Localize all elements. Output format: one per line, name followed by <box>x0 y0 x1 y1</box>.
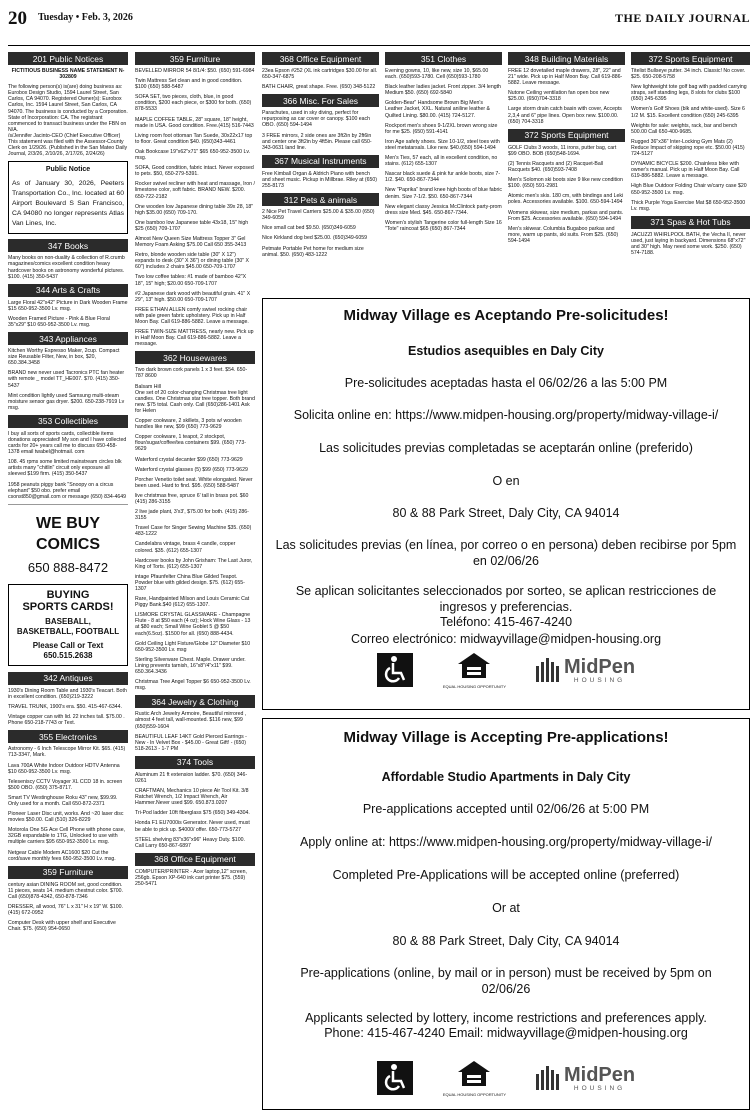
ad-line: O en <box>492 474 520 488</box>
classified-ad: Men's skiwear. Columbia Bugaboo parkas and more, warm up pants, ski suits. From $25. (650) 594-1494 <box>508 225 619 244</box>
ad-list <box>508 145 625 244</box>
classified-ad: Honda F1 EU7000is Generator. Never used, must be able to pick up. $4000/ offer. 650-773-5727 <box>135 820 250 833</box>
classified-ad: Large Floral 42"x42" Picture in Dark Wooden Frame $15 650-952-3500 Lv. msg. <box>8 299 128 312</box>
classified-ad: BATH CHAIR, great shape. Free. (650) 348-5122 <box>262 84 376 91</box>
classified-ad: Women's Golf Shoes (blk and white-used). Size 6 1/2 M. $15. Excellent condition (650) 245-6395 <box>631 106 745 119</box>
ad-line: Pre-solicitudes aceptadas hasta el 06/02/26 a las 5:00 PM <box>344 376 668 390</box>
ad-line: Applicants selected by lottery, income restrictions and preferences apply. <box>305 1011 707 1025</box>
ad-list <box>8 300 128 328</box>
buying-sports-cards-ad <box>8 584 128 666</box>
section-header: 362 Housewares <box>135 351 255 364</box>
classified-ad: Rockport men's shoes 9-1/2XL brown wrong size for me $25. (650) 591-4141 <box>385 122 498 135</box>
ad-headline: WE BUY <box>36 514 100 532</box>
classified-ad: Smart TV Westinghouse Roku 43" new, $99.99. Only used for a month. Call 650-872-2371 <box>8 794 118 807</box>
classified-ad: JACUZZI WHIRLPOOL BATH, the Vecha II, never used, just laying in backyard. Dimensions 68"x72" and 30" high. May need some work. $250. (650) 574-7188. <box>631 231 746 257</box>
classified-ad: GOLF Clubs 3 woods, 11 irons, putter bag, cart $99 OBO. BOB (650)548-1694. <box>508 144 617 157</box>
classified-ad: Evening gowns, 10, like new, size 10, $65.00 each. (650)593-1780. Cell (650)593-1780 <box>385 68 489 81</box>
ad-list <box>262 68 379 90</box>
classified-ad: Rare, Handpainted Milson and Louis Ceramic Cat Piggy Bank.$40 (612) 655-1307. <box>135 596 250 609</box>
classified-ad: Atomic men's skis. 180 cm, with bindings and Leki poles. Accessories available. $100. 650-594-1494 <box>508 193 624 206</box>
spanish-housing-ad <box>262 298 750 710</box>
ad-logos <box>263 651 749 689</box>
classified-ad: SOFA, Good condition, fabric intact. Never exposed to pets. $50, 650-279-5391. <box>135 165 254 178</box>
classified-ad: Copper cookware, 2 skillets, 3 pots w/ wooden handles like new, $99 (650) 773-9629 <box>135 418 242 431</box>
column-2 <box>135 50 255 1110</box>
classified-ad: New elegant classy Jessica McClintock party-prom dress size Med. $45. 650-867-7344. <box>385 203 502 216</box>
ad-list <box>631 232 750 256</box>
section-header: 342 Antiques <box>8 672 128 685</box>
classified-ad: Weights for sale: weights, rack, bar and bench 500.00 Call 650-400-9685. <box>631 122 738 135</box>
section-header: 367 Musical Instruments <box>262 155 379 168</box>
classified-ad: Titelist Bullseye putter. 34 inch. Classic! No cover. $25. 650-208-5758 <box>631 68 746 81</box>
classified-ad: Aluminum 21 ft extension ladder. $70. (650) 346-0261 <box>135 771 248 784</box>
classified-ad: Living room foot ottoman Tan Suede, 30x22x17 top to floor. Great condition $40. (650)343-4461 <box>135 132 253 145</box>
ad-address: 80 & 88 Park Street, Daly City, CA 94014 <box>392 506 620 520</box>
classified-ad: intage Pfaunfelter China Blue Gilded Teapot. Powder blue with gilded design. $75. (612) 655-1307 <box>135 573 245 592</box>
classified-ad: live christmas free, spruce 6' tall in brass pot. $60 (415) 286-3155 <box>135 492 249 505</box>
column-6 <box>631 50 750 292</box>
ad-line: Completed Pre-Applications will be accepted online (preferred) <box>332 868 680 882</box>
classified-ad: Iron Age safety shoes. Size 10-1/2, steel toes with steel metatarsals. Like new. $40.(650) 594-1494 <box>385 138 500 151</box>
classified-ad: Nutone Ceiling ventilation fan open box new $25.00. (650)704-3318 <box>508 90 610 103</box>
midpen-house-icon <box>536 1066 560 1090</box>
classified-ad: BEVELLED MIRROR 54 8/1/4: $50. (650) 591-6984 <box>135 68 255 74</box>
ad-list <box>262 209 379 258</box>
ad-list <box>135 711 255 752</box>
classified-ad: DYNAMIC BICYCLE $200. Chainless bike with owner's manual. Pick up in Half Moon Bay. Call 619-886-5882. Leave a message. <box>631 161 740 180</box>
classified-ad: 23ea Epson #252 (XL ink cartridges $30.00 for all. 650-347-6875 <box>262 68 378 81</box>
section-header: 344 Arts & Crafts <box>8 284 128 297</box>
classified-ad: One bamboo low Japanese table 43x18, 15" high $25 (650) 709-1707 <box>135 219 249 232</box>
classified-ad: Many books on non-duality & collection of R.crumb magazines/comics excellent condition heavy hardcover books on astronomy wonderful pictures. $100. (415) 350-5437 <box>8 255 125 280</box>
classified-ad: Rocker swivel recliner with heat and massage, Iron / limestone color, soft fabric. BRAND NEW. $200. 650-722-2182 <box>135 181 255 200</box>
section-header: 348 Building Materials <box>508 52 625 65</box>
ad-phone: Teléfono: 415-467-4240 <box>439 615 573 629</box>
section-header: 343 Appliances <box>8 332 128 345</box>
ad-phone: 650.515.2638 <box>43 650 93 660</box>
classified-ad: Almost New Queen Size Mattress Topper 3" Gel Memory Foam Asking $75.00 Call 650 355-3413 <box>135 235 247 249</box>
notice-title: FICTITIOUS BUSINESS NAME STATEMENT N-302809 <box>11 68 125 81</box>
section-header: 364 Jewelry & Clothing <box>135 695 255 708</box>
classified-ad: (2) Tennis Racquets and (2) Racquet-Ball Racquets $40. (650)593-7408 <box>508 160 604 174</box>
column-3 <box>262 50 379 292</box>
paper-name: THE DAILY JOURNAL <box>615 11 750 25</box>
brand-name: MidPen <box>564 1063 636 1086</box>
ad-list <box>262 110 379 151</box>
ad-list <box>631 68 750 212</box>
classified-ad: New lightweight tote golf bag with padded carrying straps, self standing legs, 8 slots for clubs $100 (650) 245-6395 <box>631 84 747 103</box>
section-header: 312 Pets & animals <box>262 193 379 206</box>
ad-call: Please Call or Text <box>32 640 104 650</box>
ad-title: Midway Village es Aceptando Pre-solicitudes! <box>343 307 669 324</box>
classified-ad: FREE 12 dovetailed maple drawers, 28", 22" and 21" wide. Pick up in Half Moon Bay. Call 619-886-5882. Leave message. <box>508 68 623 87</box>
brand-sub: HOUSING <box>573 1084 626 1092</box>
classified-ad: Golden-Bear" Handsome Brown Big Men's Leather Jacket, XXL. Natural aniline leather & Quilted Lining. $80.00. (415) 724-5127. <box>385 100 490 119</box>
classified-ad: Two dark brown cork panels 1 x 3 feet. $54. 650-787 8600 <box>135 367 248 380</box>
classified-ad: Nice small cat bed $9.50. (650)349-6059 <box>262 225 356 232</box>
section-header: 374 Tools <box>135 756 255 769</box>
classified-ad: #2 Japanese dark wood with beautiful grain. 41" X 29", 13" high. $50.00 650-709-1707 <box>135 290 251 303</box>
ad-list <box>262 171 379 189</box>
classified-ad: Travel Case for Singer Sewing Machine $35. (650) 483-1222 <box>135 525 252 538</box>
notice-body: The following person(s) is(are) doing business as: Eurobox Design Studio, 1594 Laurel Street, San Carlos, CA 94070. Registered Owner(s): Eurobox Carlos, Inc. 1594 Laurel Street, San Carlos, CA 94070. The business is conducted by a Corporation. State of Incorporation: CA. The registrant commenced to transact business under the FBN on N/A. /s/Jennifer Jacinto-CEO (Chief Executive Officer) This statement was filed with the Assessor-County Clerk on 1/29/26. (Published in the San Mateo Daily Journal, 2/3/26, 2/10/26, 2/17/26, 2/24/26) <box>8 84 128 158</box>
classified-ad: Gold Ceiling Light Fixture/Globe 12" Diameter $10 650-952-3500 Lv. msg <box>135 640 251 653</box>
ad-list <box>135 68 255 347</box>
equal-housing-logo <box>443 1059 506 1097</box>
ad-headline: SPORTS CARDS! <box>22 600 114 613</box>
ad-headline: COMICS <box>36 535 100 553</box>
classified-ad: BRAND new never used Tacronics PTC fan heater with remote _ model TT_HE007. $70. (415) 350-5437 <box>8 370 125 389</box>
classified-ad: BEAUTIFUL LEAF 14KT Gold Pierced Earrings - New - In Velvet Box - $45.00 - Great Gift! - (650) 518-2613 - 1-7 PM <box>135 733 247 752</box>
section-header: 368 Office Equipment <box>262 52 379 65</box>
classified-ad: Hardcover books by John Grisham: The Last Juror, King of Torts. (612) 655-1307 <box>135 557 253 570</box>
equal-housing-text: EQUAL HOUSING OPPORTUNITY <box>442 1092 506 1097</box>
ad-list <box>8 431 128 500</box>
classified-ad: Tri-Pod ladder 10ft fiberglass $75 (650) 349-4304. <box>135 810 250 817</box>
equal-housing-text: EQUAL HOUSING OPPORTUNITY <box>442 684 506 689</box>
classified-ad: Parachutes, used in sky diving, perfect for repurposing as car cover or canopy. $100 each OBO. (650) 594-1494 <box>262 110 371 129</box>
classified-ad: Mint condition lightly used Samsung multi-steam moisture sensor gas dryer. $200. 650-238-7919 Lv msg. <box>8 392 125 411</box>
classified-ad: COMPUTER/PRINTER - Acer laptop,12" screen, 256gb. Epson XP-640 ink cart printer $75. (559) 250-5471 <box>135 868 247 887</box>
classified-ad: 2 Nice Pet Travel Carriers $25.00 & $35.00 (650) 349-6059 <box>262 209 375 222</box>
classified-ad: Two low coffee tables: #1 made of bamboo 42"X 18", 15" high; $20.00 650-709-1707 <box>135 274 247 287</box>
classified-ad: Motorola One 5G Ace Cell Phone with phone case, 32GB expandable to 1TG, Unlocked to use with multiple carriers $95 650-952-3500 Lv. msg. <box>8 827 126 846</box>
ad-phone: 650 888-8472 <box>27 559 109 575</box>
page-header <box>8 4 750 46</box>
wheelchair-accessible-icon <box>377 1061 413 1095</box>
section-header: 366 Misc. For Sales <box>262 94 379 107</box>
page-number: 20 <box>8 8 27 29</box>
classified-ad: Black leather ladies jacket. Front zipper. 3/4 length Medium $50. (650) 692-5840 <box>385 84 501 97</box>
classified-ad: Large storm drain catch basin with cover, Accepts 2,3,4 and 6" pipe lines. Open box new. $100.00. (650) 704-3318 <box>508 106 622 125</box>
ad-link: Solicita online en: https://www.midpen-housing.org/property/midway-village-i/ <box>293 408 719 422</box>
column-5 <box>508 50 625 292</box>
classified-ad: 3 FREE mirrors, 2 side ones are 3ft2in by 2ft6in and center one 3ft2in by 4ft5in. Please call 650-343-0631 land line. <box>262 132 372 151</box>
section-header: 355 Electronics <box>8 730 128 743</box>
section-header: 372 Sports Equipment <box>631 52 750 65</box>
ad-sports: BASEBALL, <box>45 616 91 626</box>
equal-housing-icon <box>456 651 492 679</box>
ad-list <box>8 255 128 279</box>
ad-line: Las solicitudes previas completadas se aceptarán online (preferido) <box>319 441 693 455</box>
classified-ad: DRESSER, all wood, 76" L x 31" H x 19" W. $100. (415) 672-0952 <box>8 904 123 917</box>
classified-ad: SOFA SET, two pieces, cloth, blue, in good condition, $200 each piece, or $300 for both. (650) 878-5533 <box>135 94 252 113</box>
classified-ad: Wooden Framed Picture - Pink & Blue Floral 35"x29" $10 650-952-3500 Lv. msg. <box>8 315 110 328</box>
classified-ad: Nascar black suede & pink fur ankle boots, size 7-1/2. $40. 650-867-7344 <box>385 171 501 184</box>
brand-name: MidPen <box>564 655 636 678</box>
ad-list <box>135 772 255 849</box>
we-buy-comics-ad <box>8 508 128 581</box>
classified-ad: Computer Desk with upper shelf and Executive Chair. $75. (650) 954-0650 <box>8 920 116 933</box>
classified-ad: Free Kimball Organ & Aldrich Piano with bench and sheet music. Pickup in Millbrae. Riley at (650) 255-8173 <box>262 170 378 190</box>
classified-ad: Men's Solomon ski boots size 9 like new condition $100. (650) 591-2981 <box>508 177 623 190</box>
classified-ad: I buy all sorts of sports cards, collectible items donations appreciated! My son and I have collected cards for 20+ years call me to discuss 650-458-1378 email twabel@hotmail. com <box>8 430 127 456</box>
equal-housing-logo <box>443 651 506 689</box>
section-header: 351 Clothes <box>385 52 502 65</box>
ad-list <box>508 68 625 125</box>
section-header: 372 Sports Equipment <box>508 129 625 142</box>
section-header: 371 Spas & Hot Tubs <box>631 216 750 229</box>
column-1 <box>8 50 128 1110</box>
ad-line: Las solicitudes previas (en línea, por correo o en persona) deben recibirse por 5pm en 02/06/26 <box>275 538 737 568</box>
ad-subtitle: Affordable Studio Apartments in Daly City <box>381 770 631 784</box>
classified-ad: Waterford crystal decanter $99 (650) 773-9629 <box>135 456 243 463</box>
classified-ad: Men's Ties, 57 each, all in excellent condition, no stains. (612) 655-1307 <box>385 155 498 168</box>
classified-ad: LISMORE CRYSTAL GLASSWARE - Champagne Flute - 8 at $50 each (4 oz); Hock Wine Glass - 13 at $80 each; Small Wine Goblet 5 @ $50 each(6.5oz). $1500 for all. (650) 888-4434. <box>135 612 251 637</box>
ad-contact: Phone: 415-467-4240 Email: midwayvillage@midpen-housing.org <box>324 1026 688 1040</box>
classified-ad: High Blue Outdoor Folding Chair w/carry case $20 650-952-3500 Lv. msg. <box>631 183 747 196</box>
classified-ad: FREE ETHAN ALLEN comfy swivel rocking chair with pale green fabric upholstery. Pick up in Half Moon Bay. Call 619-886-5882. Leave a message. <box>135 306 249 325</box>
issue-date: Tuesday • Feb. 3, 2026 <box>38 12 133 23</box>
classified-ad: Waterford crystal glasses (5) $99 (650) 773-9629 <box>135 466 248 473</box>
classified-ad: FREE TWIN-SIZE MATTRESS, nearly new. Pick up in Half Moon Bay. Call 619-886-5882. Leave a message. <box>135 329 254 348</box>
classified-ad: Oak Bookcase 19"x62"x71" $65 650-952-3500 Lv. msg. <box>135 148 251 162</box>
classified-ad: Petmate Portable Pet home for medium size animal. $50. (650) 483-1222 <box>262 245 364 258</box>
ad-line: Pre-applications accepted until 02/06/26 at 5:00 PM <box>362 802 650 816</box>
ad-headline: BUYING <box>46 588 90 601</box>
classified-ad: Retro, blonde wooden side table (30" X 12") expands to desk (30" X 36") or dining table (30" X 60") includes 2 chairs $45.00 650-709-1707 <box>135 252 249 271</box>
section-header: 353 Collectibles <box>8 415 128 428</box>
ad-line: Se aplican solicitantes seleccionados por sorteo, se aplican restricciones de ingresos y preferencias. <box>295 584 717 614</box>
classified-ad: Rugged 36"x36" Inter-Locking Gym Mats (2) Reduce Impact of skipping rope etc. $50.00 (415) 724-5127 <box>631 138 745 158</box>
ad-list <box>135 367 255 691</box>
classified-ad: New "Paprika" brand knee high boots of blue fabric denim. Size 7-1/2. $50. 650-867-7344 <box>385 187 502 200</box>
ad-line: Pre-applications (online, by mail or in person) must be received by 5pm on 02/06/26 <box>300 966 712 996</box>
classified-ad: 1958 peanuts piggy bank "Snoopy on a circus elephant" $50 obo. prefer email csonst850@gmail.com or message (650) 834-4649 <box>8 481 127 500</box>
classified-ad: Twin Mattress Set clean and in good condition. $100 (650) 588-5487 <box>135 78 243 91</box>
midpen-house-icon <box>536 658 560 682</box>
classified-ad: MAPLE COFFEE TABLE, 28" square, 18" height, made in USA. Good condition. Free.(415) 516-7443 <box>135 116 254 129</box>
classified-ad: Sterling Silverware Chest. Maple. Drawer under. Lining prevents tarnish, 16"x8"/4"x11" $99. 650.364.3436 <box>135 656 246 676</box>
classified-ad: TRAVEL TRUNK, 1900's era. $50. 415-467-6344. <box>8 704 122 711</box>
english-housing-ad <box>262 718 750 1110</box>
classified-ad: Porcher Venetio toilet seat. White elongated. Never been used. Hard to find. $95. (650) 588-5487 <box>135 476 253 489</box>
classified-ad: Christmas Tree Angel Topper $6 650-952-3500 Lv. msg. <box>135 679 251 692</box>
ad-link: Apply online at: https://www.midpen-housing.org/property/midway-village-i/ <box>300 835 712 849</box>
classified-ad: Candelabra vintage, brass 4 candle, copper colored. $35. (612) 655-1307 <box>135 541 236 554</box>
section-header: 359 Furniture <box>8 866 128 879</box>
ad-title: Midway Village is Accepting Pre-applications! <box>343 729 669 746</box>
classified-ad: century asian DINING ROOM set, good condition. 11 pieces, seats 14. medium chestnut color. $700. Call (650)878-4342, 650-878-7346 <box>8 881 123 900</box>
midpen-logo <box>536 657 635 684</box>
ad-sports: BASKETBALL, FOOTBALL <box>16 626 120 636</box>
classified-ad: Pioneer Laser Disc unit, works. And ~20 laser disc movies $50.00. Call (510) 326-8229 <box>8 811 124 824</box>
classified-ad: Netgear Cable Modem AC1600 $20 Cut the cord/save monthly fees 650-952-3500 Lv. msg. <box>8 849 116 862</box>
notice-body: As of January 30, 2026, Peeters Transportation Co., Inc. located at 60 Airport Boulevard S San Francisco, CA 94080 no longer represents Atlas Van Lines, Inc. <box>12 180 124 228</box>
column-4 <box>385 50 502 292</box>
ad-email: Correo electrónico: midwayvillage@midpen-housing.org <box>350 632 662 646</box>
classified-ad: Nice Kirkland dog bed $25.00. (650)349-6059 <box>262 235 367 242</box>
classified-ad: 2 live jade plant, 3'x3', $75.00 for both. (415) 286-3155 <box>135 509 249 522</box>
ad-list <box>8 882 128 933</box>
brand-sub: HOUSING <box>573 676 626 684</box>
ad-subtitle: Estudios asequibles en Daly City <box>408 344 604 358</box>
ad-line: Or at <box>492 901 520 915</box>
section-header: 347 Books <box>8 239 128 252</box>
wheelchair-accessible-icon <box>377 653 413 687</box>
midpen-logo <box>536 1065 635 1092</box>
ad-list <box>8 688 128 726</box>
section-header: 201 Public Notices <box>8 52 128 65</box>
notice-title: Public Notice <box>45 166 91 174</box>
classified-ad: Thick Purple Yoga Exercise Mat $8 650-952-3500 Lv. msg. <box>631 199 746 212</box>
section-header: 368 Office Equipment <box>135 853 255 866</box>
public-notice-box <box>8 161 128 234</box>
classified-ad: Rustic Arch Jewelry Armoire, Beautiful mirrored , almost 4 feet tall, wall-mounted. $116 new, $99 (650)559-1604 <box>135 711 247 730</box>
ad-list <box>135 869 255 887</box>
ad-list <box>8 746 128 861</box>
ad-address: 80 & 88 Park Street, Daly City, CA 94014 <box>392 934 620 948</box>
classified-ad: Copper cookware, 1 teapot, 2 stockpot, flour/sugar/coffee/tea containers $99. (650) 773-9629 <box>135 434 246 453</box>
classified-ad: Women's stylish Tangerine color full-length Size 16 "Tote" raincoat $65 (650) 867-7344 <box>385 219 502 232</box>
section-header: 359 Furniture <box>135 52 255 65</box>
classified-ad: Balsam Hill One set of 20 color-changing Christmas tree light candles. One Christmas star tree topper. Both brand new. $75 total. Cash only. Call (650)286-1401 Ask for Helen <box>135 383 255 414</box>
ad-list <box>385 68 502 232</box>
classified-ad: CRAFTMAN, Mechanics 10 piece Air Tool Kit. 3/8 Ratchet Wrench, 1/2 Impact Wrench, Air Hammer.Never used $99. 650.873.0207 <box>135 788 249 807</box>
classified-ad: 1930's Dining Room Table and 1930's Teacart. Both in excellent condition. (650)219-3222 <box>8 687 127 700</box>
classified-ad: Teleseniscy CCTV Voyager XL CCD 18 in. screen $500 OBO. (650) 375-8717. <box>8 778 123 791</box>
equal-housing-icon <box>456 1059 492 1087</box>
classified-ad: STEEL shelving 83"x36"x96" Heavy Duty. $100. Call Larry 650-867-6897 <box>135 836 245 849</box>
classified-ad: Vintage copper can with lid. 22 inches tall. $75.00 . Phone 650-218-7743 or Text. <box>8 714 125 727</box>
ad-list <box>8 348 128 411</box>
classified-ad: 108. 45 rpms some limited mainstream circles blk artists many "chitlin" circuit only exposure all sleeved $199 firm. (415) 350-5437 <box>8 459 122 478</box>
classified-ad: One wooden low Japanese dining table 39x 28, 18" high $35.00 (650) 709-170. <box>135 203 254 216</box>
classified-ad: Astronomy - 6 Inch Telescope Mirror Kit. $65. (415) 713-3347, Mark. <box>8 746 126 759</box>
classified-ad: Womens skiwear, size medium, parkas and pants. From $25. Accessories available. (650) 594-1494 <box>508 209 624 222</box>
ad-logos <box>263 1059 749 1097</box>
classified-ad: Kitchen Worthy Espresso Maker, 2cup. Compact size Reusable Filter, New, in box, $20, 650.384.3458 <box>8 348 120 367</box>
classified-ad: Lava 700A White Indoor Outdoor HDTV Antenna $10 650-952-3500 Lv. msg. <box>8 762 120 775</box>
